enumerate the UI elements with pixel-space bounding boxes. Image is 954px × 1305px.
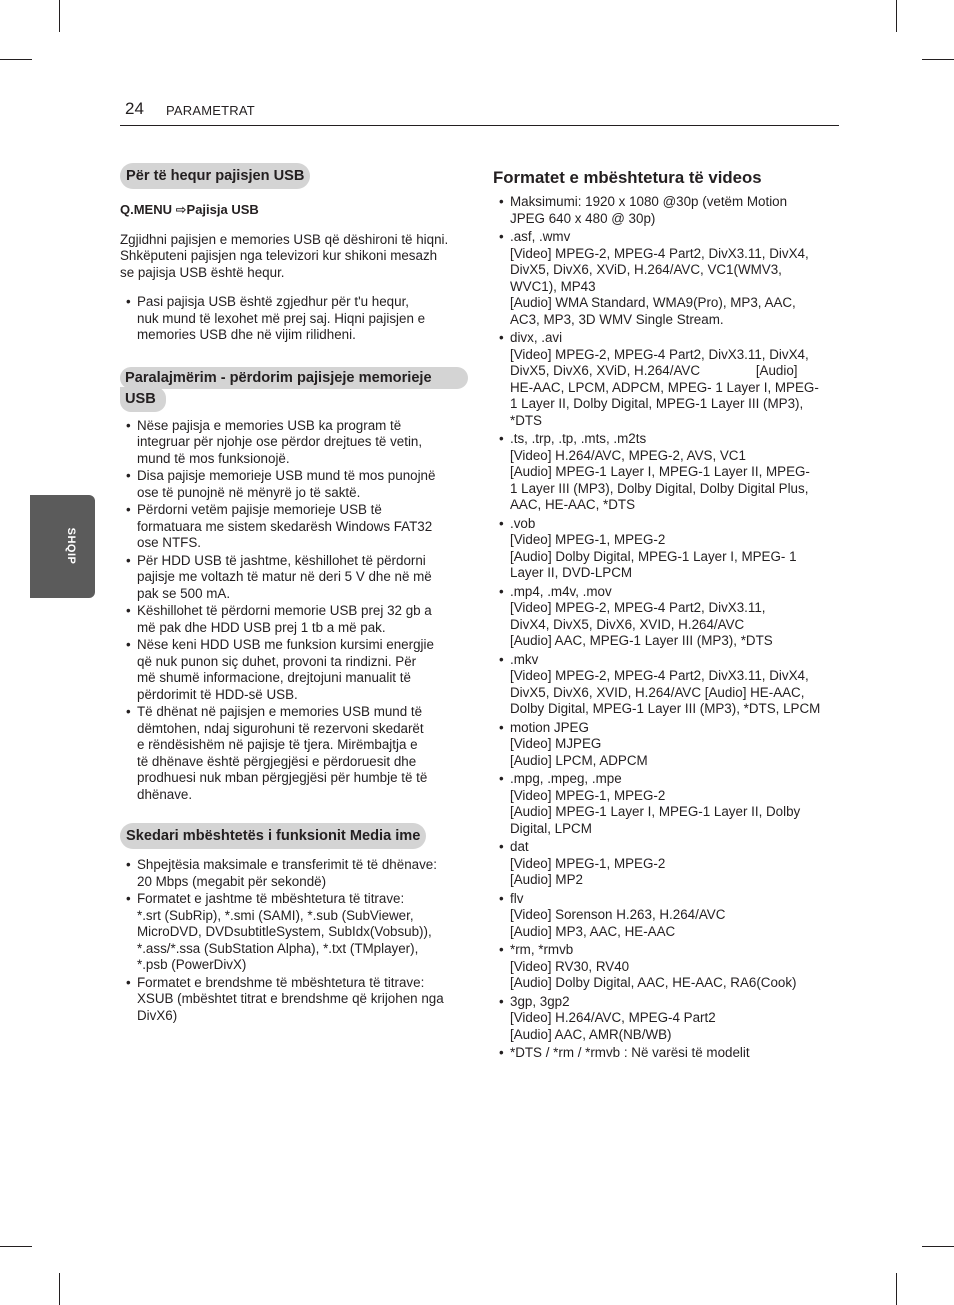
- list-item: [493, 942, 838, 992]
- list-item: [493, 839, 838, 889]
- text-line: [Video] MPEG-1, MPEG-2: [510, 855, 666, 871]
- text-line: • divx, .avi: [510, 330, 563, 345]
- video-formats-title: Formatet e mbështetura të videos: [493, 168, 762, 187]
- text-line: mund të mos funksionojë.: [137, 450, 290, 466]
- text-line: Layer II, DVD-LPCM: [510, 565, 633, 580]
- warning-heading-line: Paralajmërim - përdorim pajisjeje memorieje: [125, 369, 432, 386]
- text-line: që nuk punon siç duhet, provoni ta rindizni. Për: [137, 653, 417, 669]
- text-line: [Video] MJPEG: [510, 736, 602, 751]
- header-rule: [120, 125, 839, 126]
- text-line: [Video] RV30, RV40: [510, 958, 630, 974]
- text-line: • Për HDD USB të jashtme, këshillohet të përdorni: [137, 552, 426, 568]
- text-line: *.psb (PowerDivX): [137, 957, 247, 972]
- list-item: [493, 652, 838, 718]
- text-line: [Video] MPEG-1, MPEG-2: [510, 532, 666, 547]
- list-item: [493, 431, 838, 514]
- video-formats-list: [493, 194, 838, 1062]
- text-line: [Video] MPEG-2, MPEG-4 Part2, DivX3.11,: [510, 600, 766, 615]
- text-line: *.srt (SubRip), *.smi (SAMI), *.sub (SubViewer,: [137, 907, 414, 923]
- text-line: *.ass/*.ssa (SubStation Alpha), *.txt (TMplayer),: [137, 940, 419, 956]
- language-side-tab: [30, 495, 95, 598]
- text-line: 1 Layer III (MP3), Dolby Digital, Dolby Digital Plus,: [510, 480, 809, 496]
- menu-path: [120, 202, 470, 219]
- list-item: [493, 1045, 838, 1062]
- text-line: • .mkv: [510, 651, 539, 667]
- text-line: • Përdorni vetëm pajisje memorieje USB të: [137, 502, 382, 517]
- list-item: [120, 468, 470, 501]
- page-number: 24: [125, 99, 144, 118]
- text-line: Dolby Digital, MPEG-1 Layer III (MP3), *DTS, LPCM: [510, 701, 821, 716]
- list-item: [493, 891, 838, 941]
- text-line: përdorimit të HDD-së USB.: [137, 686, 298, 702]
- text-line: • dat: [510, 839, 529, 854]
- text-line: • *DTS / *rm / *rmvb : Në varësi të modelit: [510, 1045, 750, 1060]
- text-line: 20 Mbps (megabit për sekondë): [137, 873, 327, 889]
- language-tab-label: SHQIP: [65, 527, 77, 565]
- text-line: integruar për njohje ose përdor drejtues të vetin,: [137, 434, 423, 449]
- text-line: • Nëse pajisja e memories USB ka program të: [137, 417, 402, 433]
- text-line: e rëndësishëm në pajisje të tjera. Mirëmbajtja e: [137, 737, 418, 752]
- text-line: [Audio] MP2: [510, 872, 583, 887]
- text-line: [Video] MPEG-1, MPEG-2: [510, 787, 666, 803]
- list-item: [120, 502, 470, 552]
- remove-usb-heading: Për të hequr pajisjen USB: [120, 163, 310, 189]
- text-line: *DTS: [510, 412, 542, 428]
- text-line: prodhuesi nuk mban përgjegjësi për humbje të të: [137, 770, 428, 785]
- warning-section: [120, 367, 470, 804]
- text-line: më pak dhe HDD USB prej 1 tb a më pak.: [137, 619, 386, 635]
- warning-heading: [120, 367, 470, 411]
- warning-bullets: [120, 418, 470, 804]
- running-header: PARAMETRAT: [166, 103, 255, 118]
- remove-usb-section: [120, 163, 470, 344]
- text-line: ose NTFS.: [137, 535, 201, 550]
- menu-path-item: Pajisja USB: [186, 202, 259, 217]
- list-item: [493, 194, 838, 227]
- remove-usb-bullets: [120, 294, 470, 344]
- text-line: • Formatet e brendshme të mbështetura të titrave:: [137, 974, 425, 990]
- text-line: HE-AAC, LPCM, ADPCM, MPEG- 1 Layer I, MPEG-: [510, 379, 819, 395]
- text-line: JPEG 640 x 480 @ 30p): [510, 210, 656, 226]
- text-line: [Audio] Dolby Digital, MPEG-1 Layer I, MPEG- 1: [510, 548, 797, 564]
- text-line: [Audio] MPEG-1 Layer I, MPEG-1 Layer II, Dolby: [510, 804, 801, 819]
- text-line: AC3, MP3, 3D WMV Single Stream.: [510, 311, 724, 327]
- text-line: [Video] Sorenson H.263, H.264/AVC: [510, 907, 726, 922]
- text-line: ose të punojnë në mënyrë jo të saktë.: [137, 484, 361, 500]
- list-item: [493, 516, 838, 582]
- list-item: [493, 720, 838, 770]
- text-line: [Video] H.264/AVC, MPEG-4 Part2: [510, 1010, 716, 1025]
- text-line: 1 Layer II, Dolby Digital, MPEG-1 Layer III (MP3),: [510, 396, 804, 411]
- media-files-heading: Skedari mbështetës i funksionit Media ime: [120, 823, 426, 849]
- text-line: [Audio] Dolby Digital, AAC, HE-AAC, RA6(Cook): [510, 975, 797, 990]
- text-line: • flv: [510, 890, 524, 906]
- list-item: [120, 603, 470, 636]
- text-line: të dhënave është përgjegjësi e përdoruesit dhe: [137, 753, 417, 769]
- text-line: Digital, LPCM: [510, 820, 592, 836]
- list-item: [120, 553, 470, 603]
- text-line: AAC, HE-AAC, *DTS: [510, 497, 636, 512]
- text-line: [Audio] AAC, AMR(NB/WB): [510, 1026, 672, 1042]
- list-item: [120, 418, 470, 468]
- text-line: XSUB (mbështet titrat e brendshme që krijohen nga: [137, 991, 444, 1006]
- text-line: DivX6): [137, 1007, 178, 1023]
- crop-mark: [896, 1273, 897, 1305]
- text-line: Zgjidhni pajisjen e memories USB që dëshironi të hiqni.: [120, 231, 449, 247]
- text-line: • .mp4, .m4v, .mov: [510, 583, 612, 599]
- list-item: [493, 330, 838, 429]
- arrow-right-icon: ⇨: [175, 202, 187, 217]
- text-line: pajisje me voltazh të matur në deri 5 V dhe në më: [137, 569, 432, 584]
- left-column: [120, 163, 470, 1024]
- text-line: • Pasi pajisja USB është zgjedhur për t'u hequr,: [137, 294, 410, 309]
- text-line: [Audio] MPEG-1 Layer I, MPEG-1 Layer II, MPEG-: [510, 464, 810, 479]
- text-line: DivX4, DivX5, DivX6, XVID, H.264/AVC: [510, 616, 745, 632]
- warning-heading-line: USB: [125, 390, 156, 407]
- text-line: WVC1), MP43: [510, 278, 596, 294]
- text-line: [Video] MPEG-2, MPEG-4 Part2, DivX3.11, DivX4,: [510, 245, 809, 261]
- list-item: [120, 294, 470, 344]
- crop-mark: [0, 59, 32, 60]
- list-item: [493, 994, 838, 1044]
- crop-mark: [59, 0, 60, 32]
- text-line: • motion JPEG: [510, 719, 589, 735]
- text-line: • Shpejtësia maksimale e transferimit të të dhënave:: [137, 857, 437, 872]
- remove-usb-paragraph: [120, 232, 470, 282]
- text-line: [Audio] WMA Standard, WMA9(Pro), MP3, AAC,: [510, 295, 796, 310]
- right-column: [493, 168, 838, 1062]
- text-line: dhënave.: [137, 786, 193, 802]
- text-line: • Të dhënat në pajisjen e memories USB mund të: [137, 704, 423, 719]
- list-item: [120, 704, 470, 803]
- text-line: • .asf, .wmv: [510, 229, 571, 244]
- list-item: [493, 229, 838, 328]
- list-item: [120, 637, 470, 703]
- text-line: • Maksimumi: 1920 x 1080 @30p (vetëm Motion: [510, 194, 788, 209]
- text-line: • .mpg, .mpeg, .mpe: [510, 771, 622, 786]
- media-files-bullets: [120, 857, 470, 1024]
- text-line: memories USB dhe në vijim rilidheni.: [137, 327, 356, 342]
- text-line: [Audio] LPCM, ADPCM: [510, 752, 648, 768]
- text-line: • *rm, *rmvb: [510, 942, 574, 957]
- text-line: dëmtohen, ndaj sigurohuni të rezervoni skedarët: [137, 720, 424, 736]
- text-line: [Video] H.264/AVC, MPEG-2, AVS, VC1: [510, 447, 746, 463]
- text-line: nuk mund të lexohet më prej saj. Hiqni pajisjen e: [137, 310, 426, 326]
- text-line: [Video] MPEG-2, MPEG-4 Part2, DivX3.11, DivX4,: [510, 346, 809, 362]
- text-line: pak se 500 mA.: [137, 585, 231, 601]
- list-item: [493, 771, 838, 837]
- text-line: • Disa pajisje memorieje USB mund të mos punojnë: [137, 468, 436, 483]
- text-line: Shkëputeni pajisjen nga televizori kur shikoni mesazh: [120, 248, 438, 263]
- text-line: • .vob: [510, 515, 536, 531]
- text-line: [Audio] MP3, AAC, HE-AAC: [510, 923, 676, 939]
- list-item: [120, 891, 470, 974]
- text-line: • Këshillohet të përdorni memorie USB prej 32 gb a: [137, 603, 432, 618]
- text-line: [Video] MPEG-2, MPEG-4 Part2, DivX3.11, DivX4,: [510, 668, 809, 683]
- text-line: se pajisja USB është hequr.: [120, 264, 285, 280]
- crop-mark: [922, 59, 954, 60]
- text-line: [Audio] AAC, MPEG-1 Layer III (MP3), *DTS: [510, 633, 773, 648]
- text-line: DivX5, DivX6, XViD, H.264/AVC [Audio]: [510, 363, 798, 378]
- menu-path-root: Q.MENU: [120, 202, 176, 217]
- list-item: [120, 975, 470, 1025]
- crop-mark: [922, 1246, 954, 1247]
- crop-mark: [896, 0, 897, 32]
- text-line: • Nëse keni HDD USB me funksion kursimi energjie: [137, 637, 434, 652]
- text-line: • Formatet e jashtme të mbështetura të titrave:: [137, 891, 405, 906]
- text-line: formatuara me sistem skedarësh Windows FAT32: [137, 518, 433, 534]
- text-line: • 3gp, 3gp2: [510, 993, 570, 1009]
- text-line: DivX5, DivX6, XVID, H.264/AVC [Audio] HE-AAC,: [510, 684, 805, 700]
- crop-mark: [59, 1273, 60, 1305]
- text-line: MicroDVD, DVDsubtitleSystem, SubIdx(Vobsub)),: [137, 924, 432, 939]
- text-line: • .ts, .trp, .tp, .mts, .m2ts: [510, 431, 647, 446]
- list-item: [120, 857, 470, 890]
- list-item: [493, 584, 838, 650]
- text-line: më shumë informacione, drejtojuni manualit të: [137, 670, 411, 685]
- crop-mark: [0, 1246, 32, 1247]
- text-line: DivX5, DivX6, XViD, H.264/AVC, VC1(WMV3,: [510, 262, 782, 277]
- media-files-section: [120, 823, 470, 1024]
